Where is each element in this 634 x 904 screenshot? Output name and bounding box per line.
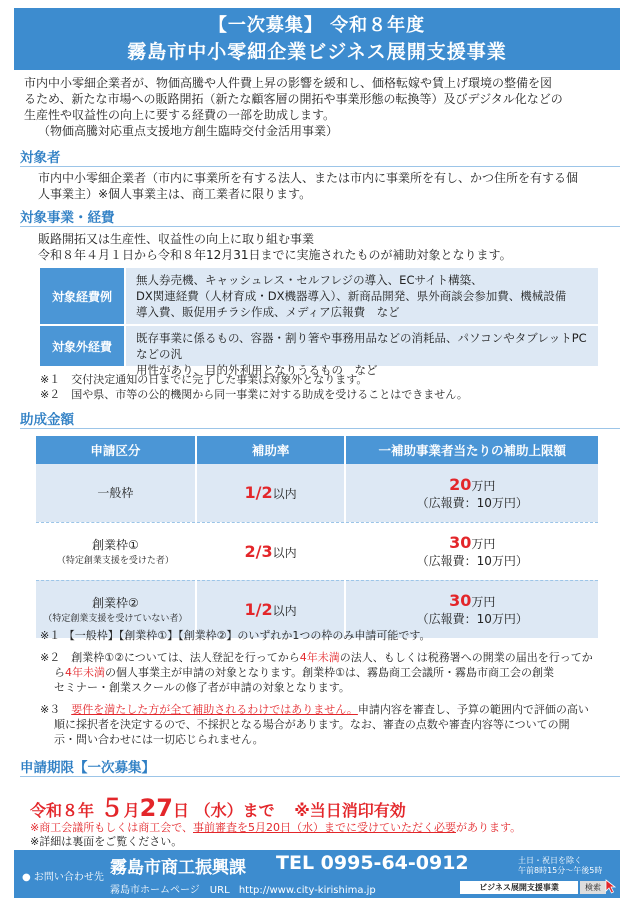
project-text [38, 231, 618, 263]
project-notes [40, 372, 620, 402]
homepage-line [110, 881, 376, 896]
project-heading: 対象事業・経費 [20, 210, 115, 226]
pre-review-note [30, 820, 620, 835]
eligible-line: 導入費、販促用チラシ作成、メディア広報費 など [136, 305, 400, 319]
rate-value: 2/3 [244, 541, 273, 561]
limit-value: 30 [449, 533, 472, 552]
rate-value: 1/2 [244, 599, 273, 619]
eligible-label: 対象経費例 [40, 268, 124, 324]
rate-cell [196, 464, 346, 522]
rate-value: 1/2 [244, 483, 273, 503]
search-button[interactable]: 検索 [580, 881, 606, 894]
category-sub: （特定創業支援を受けた者） [56, 556, 174, 566]
intro-text [24, 75, 620, 139]
rate-suffix: 以内 [272, 545, 297, 560]
note-text: ※商工会議所もしくは商工会で、 [30, 821, 193, 834]
table-header [36, 436, 599, 464]
search-box[interactable]: ビジネス展開支援事業 [460, 881, 578, 894]
intro-line: （物価高騰対応重点支援地方創生臨時交付金活用事業） [38, 124, 339, 138]
intro-line: 生産性や収益性の向上に要する経費の一部を助成します。 [24, 108, 336, 122]
category-name: 創業枠① [91, 538, 139, 552]
pr-cost: （広報費：10万円） [416, 612, 528, 627]
deadline-month: ５ [99, 794, 124, 822]
table-row [36, 464, 599, 522]
page-title: 霧島市中小零細企業ビジネス展開支援事業 [127, 41, 507, 63]
deadline-day-unit: 日 [173, 801, 190, 820]
divider [20, 776, 620, 777]
tel-number: 0995-64-0912 [320, 852, 469, 874]
subsidy-heading: 助成金額 [20, 412, 74, 428]
note-text: セミナー・創業スクールの修了者が申請の対象となります。 [54, 681, 350, 694]
hp-label: 霧島市ホームページ URL [110, 885, 230, 896]
rate-cell [196, 522, 346, 580]
subsidy-table [36, 436, 600, 638]
limit-value: 30 [449, 591, 472, 611]
col-rate: 補助率 [196, 436, 346, 464]
intro-line: るため、新たな市場への販路開拓（新たな顧客層の開拓や事業形態の転換等）及びデジタル化などの [24, 92, 563, 106]
note-text: の法人、もしくは税務署への開業の届出を行ってか [339, 651, 593, 664]
limit-cell [345, 464, 599, 522]
divider [20, 428, 620, 429]
deadline-day: 27 [139, 794, 174, 822]
postmark-note: ※当日消印有効 [294, 801, 406, 820]
limit-unit: 万円 [471, 595, 496, 610]
category-name: 創業枠② [91, 596, 139, 611]
cursor-pointer-icon [604, 878, 618, 894]
contact-footer [14, 850, 620, 898]
eligible-line: 無人券売機、キャッシュレス・セルフレジの導入、ECサイト構築、 [136, 273, 483, 287]
subsidy-note-1: ※１ 【一般枠】【創業枠①】【創業枠②】のいずれか1つの枠のみ申請可能です。 [40, 629, 431, 642]
contact-org: 霧島市商工振興課 [110, 858, 246, 878]
col-limit: 一補助事業者当たりの補助上限額 [345, 436, 599, 464]
contact-phone [276, 852, 469, 874]
col-category: 申請区分 [36, 436, 196, 464]
note-text: 示・問い合わせには一切応じられません。 [54, 733, 264, 746]
eligible-line: DX関連経費（人材育成・DX機器導入）、新商品開発、県外商談会参加費、機械設備 [136, 289, 567, 303]
deadline-weekday: （水）まで [194, 801, 275, 820]
eligible-expenses [126, 268, 598, 324]
banner-subtitle: 【一次募集】 令和８年度 [208, 15, 426, 36]
tel-label: TEL [276, 852, 315, 874]
contact-label: ● お問い合わせ先 [22, 872, 104, 883]
intro-line: 市内中小零細企業者が、物価高騰や人件費上昇の影響を緩和し、価格転嫁や賃上げ環境の整備を図 [24, 76, 553, 90]
note-text: 申請内容を審査し、予算の範囲内で評価の高い [357, 703, 589, 716]
details-note: ※詳細は裏面をご覧ください。 [30, 835, 183, 848]
office-hours [518, 856, 602, 876]
limit-unit: 万円 [471, 478, 496, 493]
category-cell [36, 522, 196, 580]
project-line: 販路開拓又は生産性、収益性の向上に取り組む事業 [38, 232, 315, 246]
ineligible-label: 対象外経費 [40, 326, 124, 366]
note-text: 順に採択者を決定するので、不採択となる場合があります。なお、審査の点数や審査内容等についての開 [54, 718, 570, 731]
category-cell [36, 464, 196, 522]
note-text: ら [54, 666, 65, 679]
deadline [30, 788, 620, 823]
ineligible-line: 用性があり、目的外利用となりうるもの など [136, 363, 378, 377]
limit-value: 20 [449, 474, 472, 494]
note-highlight: 事前審査を5月20日（水）までに受けていただく必要 [193, 821, 456, 834]
note-text: があります。 [456, 821, 522, 834]
title-banner [14, 8, 620, 70]
note-highlight: 要件を満たした方が全て補助されるわけではありません。 [71, 703, 358, 716]
subsidy-note-3 [40, 702, 612, 747]
rate-suffix: 以内 [272, 487, 297, 502]
table-row [36, 522, 599, 580]
target-line: 人事業主）※個人事業主は、商工業者に限ります。 [38, 187, 312, 201]
divider [20, 226, 620, 227]
subsidy-note-2 [40, 650, 612, 695]
note: ※２ 国や県、市等の公的機関から同一事業に対する助成を受けることはできません。 [40, 388, 468, 401]
target-text [38, 170, 618, 202]
ineligible-line: 既存事業に係るもの、容器・割り箸や事務用品などの消耗品、パソコンやタブレットPCなどの汎 [136, 331, 587, 361]
deadline-month-unit: 月 [123, 801, 140, 820]
note-highlight: 4年未満 [299, 651, 340, 664]
rate-suffix: 以内 [272, 603, 297, 618]
project-line: 令和８年４月１日から令和８年12月31日までに実施されたものが補助対象となります。 [38, 248, 512, 262]
limit-cell [345, 522, 599, 580]
ineligible-expenses [126, 326, 598, 377]
note-text: ※３ [40, 703, 72, 716]
period-heading: 申請期限【一次募集】 [20, 760, 155, 776]
category-sub: （特定創業支援を受けていない者） [43, 614, 188, 625]
hours-line: 土日・祝日を除く [518, 856, 582, 865]
hours-line: 午前8時15分～午後5時 [518, 866, 603, 875]
note-text: の個人事業主が申請の対象となります。創業枠①は、霧島商工会議所・霧島市商工会の創業 [105, 666, 554, 679]
limit-unit: 万円 [471, 537, 496, 551]
pr-cost: （広報費：10万円） [416, 554, 528, 568]
category-name: 一般枠 [97, 486, 134, 501]
target-heading: 対象者 [20, 150, 61, 166]
note-text: ※２ 創業枠①②については、法人登記を行ってから [40, 651, 300, 664]
divider [20, 166, 620, 167]
deadline-era: 令和８年 [30, 801, 95, 820]
pr-cost: （広報費：10万円） [416, 495, 528, 510]
note-highlight: 4年未満 [65, 666, 105, 679]
homepage-url[interactable]: http://www.city-kirishima.jp [238, 885, 376, 896]
note: ※１ 交付決定通知の日までに完了した事業は対象外となります。 [40, 373, 368, 386]
target-line: 市内中小零細企業者（市内に事業所を有する法人、または市内に事業所を有し、かつ住所を有する個 [38, 171, 579, 185]
